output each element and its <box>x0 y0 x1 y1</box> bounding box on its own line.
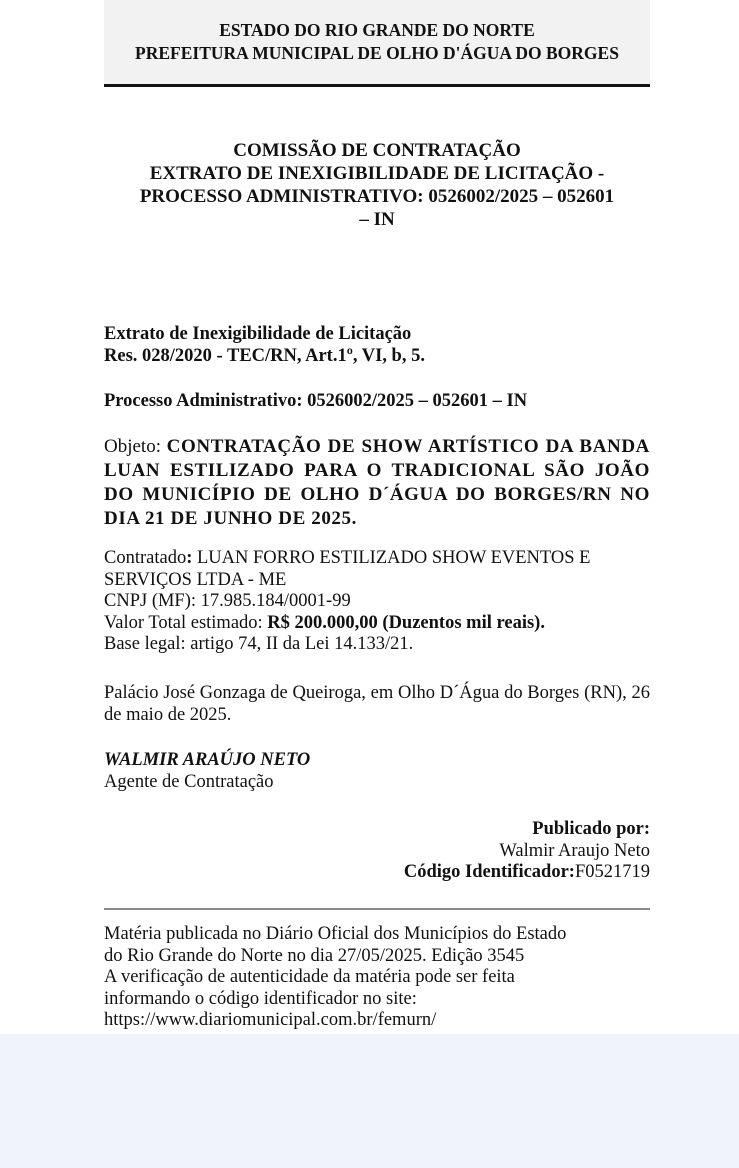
contratado-name: LUAN FORRO ESTILIZADO SHOW EVENTOS E SERVIÇOS LTDA - ME <box>104 548 591 590</box>
signature-block <box>104 750 650 793</box>
signatory-role: Agente de Contratação <box>104 771 274 792</box>
contratado-colon: : <box>186 548 193 568</box>
published-by-name: Walmir Araujo Neto <box>499 840 650 861</box>
title-line-3: PROCESSO ADMINISTRATIVO: 0526002/2025 – 052601 <box>139 186 615 207</box>
objeto-label: Objeto: <box>104 436 167 457</box>
identifier-label: Código Identificador: <box>403 862 575 882</box>
identifier-line <box>104 862 650 884</box>
footer-divider <box>104 908 650 910</box>
document-header <box>104 0 650 87</box>
local-data-paragraph: Palácio José Gonzaga de Queiroga, em Olho D´Água do Borges (RN), 26 de maio de 2025. <box>104 683 650 725</box>
valor-amount: R$ 200.000,00 (Duzentos mil reais). <box>267 612 545 633</box>
signatory-name: WALMIR ARAÚJO NETO <box>104 750 311 770</box>
identifier-code: F0521719 <box>574 862 650 882</box>
publication-footer <box>104 924 650 1032</box>
footer-url-link[interactable]: https://www.diariomunicipal.com.br/femurn/ <box>104 1010 437 1030</box>
objeto-paragraph <box>104 435 650 531</box>
valor-label: Valor Total estimado: <box>104 612 268 633</box>
base-legal-line: Base legal: artigo 74, II da Lei 14.133/21. <box>104 634 414 654</box>
publication-block <box>104 819 650 884</box>
document-title <box>104 139 650 231</box>
title-line-4: – IN <box>359 209 395 230</box>
published-by-label: Publicado por: <box>532 819 650 839</box>
processo-line: Processo Administrativo: 0526002/2025 – 052601 – IN <box>104 391 528 411</box>
contratado-paragraph <box>104 548 650 591</box>
cnpj-line: CNPJ (MF): 17.985.184/0001-99 <box>104 591 351 611</box>
objeto-text: CONTRATAÇÃO DE SHOW ARTÍSTICO DA BANDA LUAN ESTILIZADO PARA O TRADICIONAL SÃO JOÃO DO MUNICÍPIO DE OLHO D´ÁGUA DO BORGES/RN NO DIA 21 DE JUNHO DE 2025. <box>104 436 650 529</box>
contratado-label: Contratado <box>104 548 187 568</box>
extrato-heading <box>104 324 650 367</box>
extrato-line-1: Extrato de Inexigibilidade de Licitação <box>104 324 412 344</box>
contratado-block <box>104 548 650 656</box>
extrato-line-2: Res. 028/2020 - TEC/RN, Art.1º, VI, b, 5. <box>104 345 425 366</box>
header-municipality-name: PREFEITURA MUNICIPAL DE OLHO D'ÁGUA DO BORGES <box>135 43 619 63</box>
title-line-1: COMISSÃO DE CONTRATAÇÃO <box>233 140 521 161</box>
title-line-2: EXTRATO DE INEXIGIBILIDADE DE LICITAÇÃO - <box>149 163 605 184</box>
header-state-name: ESTADO DO RIO GRANDE DO NORTE <box>219 20 535 40</box>
footer-line-4: informando o código identificador no site: <box>104 988 417 1009</box>
valor-line <box>104 613 650 635</box>
footer-line-2: do Rio Grande do Norte no dia 27/05/2025. Edição 3545 <box>104 945 525 966</box>
footer-line-1: Matéria publicada no Diário Oficial dos Municípios do Estado <box>104 924 567 944</box>
footer-line-3: A verificação de autenticidade da matéria pode ser feita <box>104 967 515 987</box>
